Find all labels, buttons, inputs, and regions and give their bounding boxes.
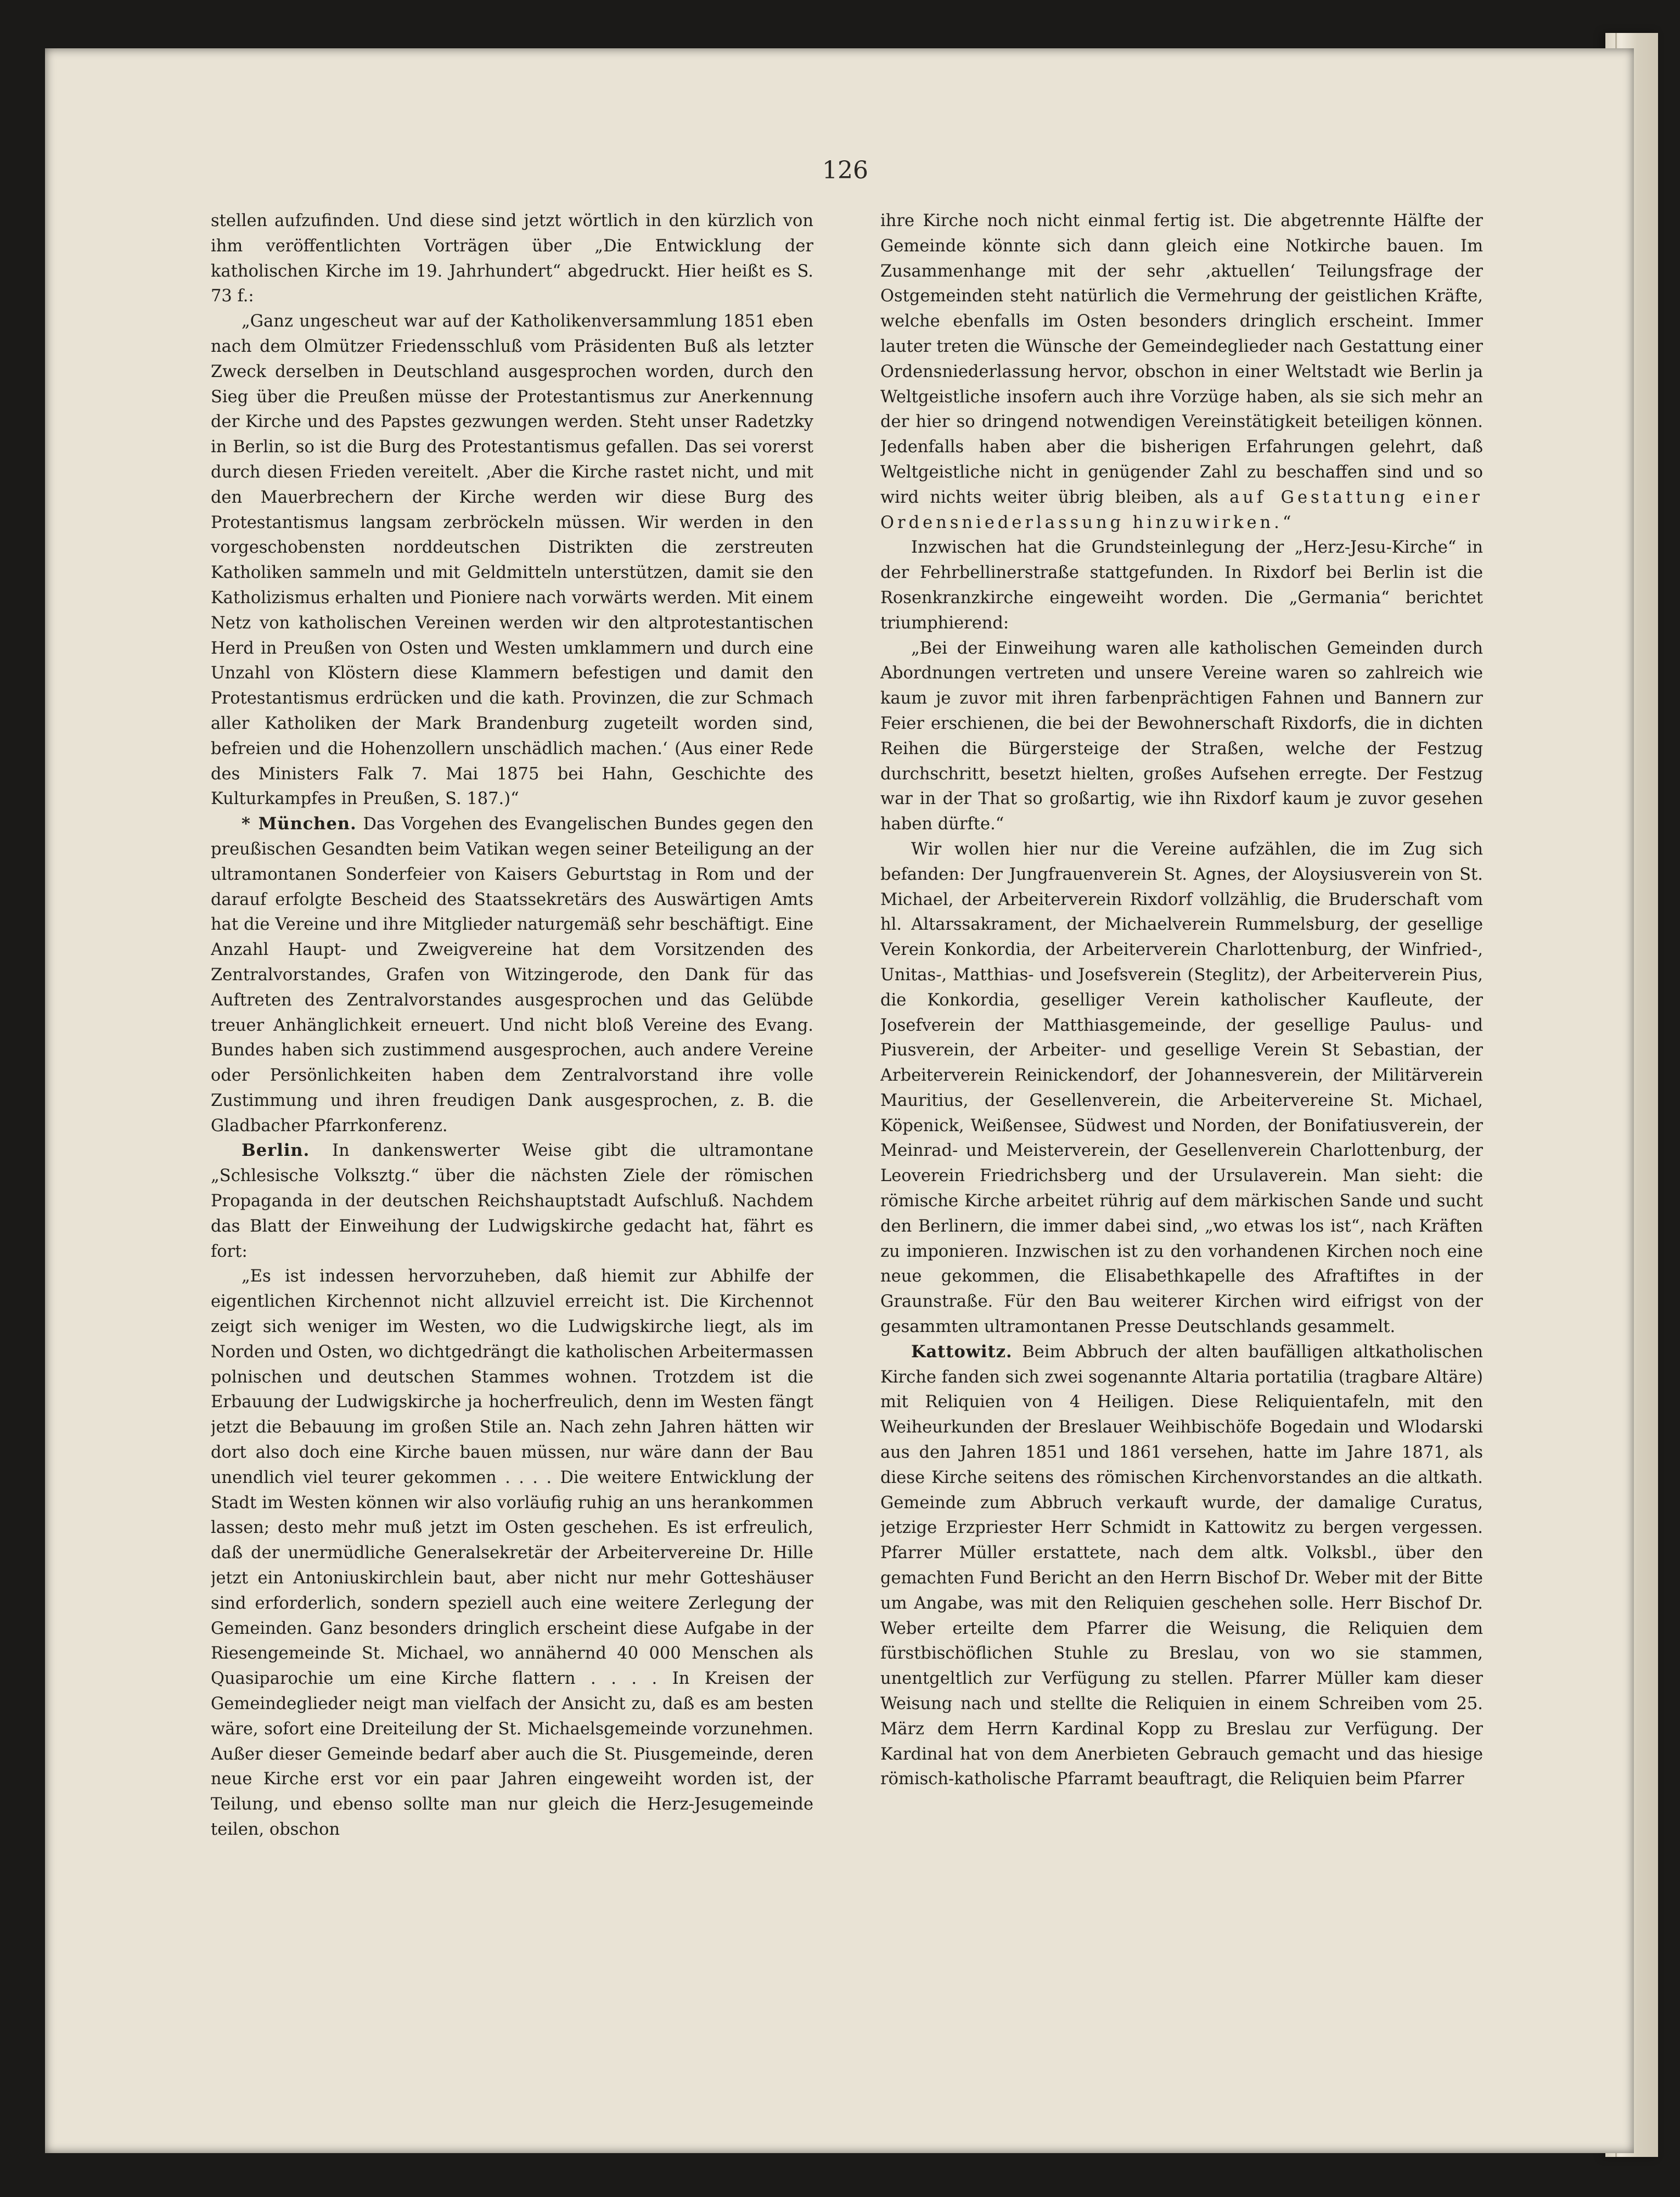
page-number: 126: [822, 156, 868, 184]
paragraph: stellen aufzufinden. Und diese sind jetzt wörtlich in den kürzlich von ihm veröffentlichten Vorträgen über „Die Entwicklung der katholischen Kirche im 19. Jahrhundert“ abgedruckt. Hier heißt es S. 73 f.:: [211, 211, 813, 306]
paragraph-muenchen: * München. Das Vorgehen des Evangelischen Bundes gegen den preußischen Gesandten beim Vatikan wegen seiner Beteiligung an der ultramontanen Sonderfeier von Kaisers Geburtstag in Rom und der darauf erfolgte Bescheid des Staatssekretärs des Auswärtigen Amts hat die Vereine und ihre Mitglieder naturgemäß sehr beschäftigt. Eine Anzahl Haupt- und Zweigvereine hat dem Vorsitzenden des Zentralvorstandes, Grafen von Witzingerode, den Dank für das Auftreten des Zentralvorstandes ausgesprochen und das Gelübde treuer Anhänglichkeit erneuert. Und nicht bloß Vereine des Evang. Bundes haben sich zustimmend ausgesprochen, auch andere Vereine oder Persönlichkeiten haben dem Zentralvorstand ihre volle Zustimmung und ihren freudigen Dank ausgesprochen, z. B. die Gladbacher Pfarrkonferenz.: [211, 814, 813, 1136]
paragraph: „Ganz ungescheut war auf der Katholikenversammlung 1851 eben nach dem Olmützer Friedensschluß vom Präsidenten Buß als letzter Zweck derselben in Deutschland ausgesprochen worden, durch den Sieg über die Preußen müsse der Protestantismus zur Anerkennung der Kirche und des Papstes gezwungen werden. Steht unser Radetzky in Berlin, so ist die Burg des Protestantismus gefallen. Das sei vorerst durch diesen Frieden vereitelt. ‚Aber die Kirche rastet nicht, und mit den Mauerbrechern der Kirche werden wir diese Burg des Protestantismus langsam zerbröckeln müssen. Wir werden in den vorgeschobensten norddeutschen Distrikten die zerstreuten Katholiken sammeln und mit Geldmitteln unterstützen, damit sie den Katholizismus erhalten und Pioniere nach vorwärts werden. Mit einem Netz von katholischen Vereinen werden wir den altprotestantischen Herd in Preußen von Osten und Westen umklammern und durch eine Unzahl von Klöstern diese Klammern befestigen und damit den Protestantismus erdrücken und die kath. Provinzen, die zur Schmach aller Katholiken der Mark Brandenburg zugeteilt worden sind, befreien und die Hohenzollern unschädlich machen.‘ (Aus einer Rede des Ministers Falk 7. Mai 1875 bei Hahn, Geschichte des Kulturkampfes in Preußen, S. 187.)“: [211, 312, 813, 809]
paragraph: Wir wollen hier nur die Vereine aufzählen, die im Zug sich befanden: Der Jungfrauenverein St. Agnes, der Aloysiusverein von St. Michael, der Arbeiterverein Rixdorf vollzählig, die Bruderschaft vom hl. Altarssakrament, der Michaelverein Rummelsburg, der gesellige Verein Konkordia, der Arbeiterverein Charlottenburg, der Winfried-, Unitas-, Matthias- und Josefsverein (Steglitz), der Arbeiterverein Pius, die Konkordia, geselliger Verein katholischer Kaufleute, der Josefverein der Matthiasgemeinde, der gesellige Paulus- und Piusverein, der Arbeiter- und gesellige Verein St Sebastian, der Arbeiterverein Reinickendorf, der Johannesverein, der Militärverein Mauritius, der Gesellenverein, die Arbeitervereine St. Michael, Köpenick, Weißensee, Südwest und Norden, der Bonifatiusverein, der Meinrad- und Meisterverein, der Gesellenverein Charlottenburg, der Leoverein Friedrichsberg und der Ursulaverein. Man sieht: die römische Kirche arbeitet rührig auf dem märkischen Sande und sucht den Berlinern, die immer dabei sind, „wo etwas los ist“, nach Kräften zu imponieren. Inzwischen ist zu den vorhandenen Kirchen noch eine neue gekommen, die Elisabethkapelle des Afraftiftes in der Graunstraße. Für den Bau weiterer Kirchen wird eifrigst von der gesammten ultramontanen Presse Deutschlands gesammelt.: [880, 839, 1483, 1337]
right-column: [880, 209, 1483, 2020]
paragraph: Inzwischen hat die Grundsteinlegung der „Herz-Jesu-Kirche“ in der Fehrbellinerstraße stattgefunden. In Rixdorf bei Berlin ist die Rosenkranzkirche eingeweiht worden. Die „Germania“ berichtet triumphierend:: [880, 538, 1483, 633]
section-heading: * München.: [241, 814, 357, 834]
section-heading: Kattowitz.: [911, 1341, 1013, 1362]
left-column: [211, 209, 813, 2020]
paragraph: „Es ist indessen hervorzuheben, daß hiemit zur Abhilfe der eigentlichen Kirchennot nicht allzuviel erreicht ist. Die Kirchennot zeigt sich weniger im Westen, wo die Ludwigskirche liegt, als im Norden und Osten, wo dichtgedrängt die katholischen Arbeitermassen polnischen und deutschen Stammes wohnen. Trotzdem ist die Erbauung der Ludwigskirche ja hocherfreulich, denn im Westen fängt jetzt die Bebauung im großen Stile an. Nach zehn Jahren hätten wir dort also doch eine Kirche bauen müssen, nur wäre dann der Bau unendlich viel teurer gekommen . . . . Die weitere Entwicklung der Stadt im Westen können wir also vorläufig ruhig an uns herankommen lassen; desto mehr muß jetzt im Osten geschehen. Es ist erfreulich, daß der unermüdliche Generalsekretär der Arbeitervereine Dr. Hille jetzt ein Antoniuskirchlein baut, aber nicht nur mehr Gotteshäuser sind erforderlich, sondern speziell auch eine weitere Zerlegung der Gemeinden. Ganz besonders dringlich erscheint diese Aufgabe in der Riesengemeinde St. Michael, wo annähernd 40 000 Menschen als Quasiparochie um eine Kirche flattern . . . . In Kreisen der Gemeindeglieder neigt man vielfach der Ansicht zu, daß es am besten wäre, sofort eine Dreiteilung der St. Michaelsgemeinde vorzunehmen. Außer dieser Gemeinde bedarf aber auch die St. Piusgemeinde, deren neue Kirche erst vor ein paar Jahren eingeweiht worden ist, der Teilung, und ebenso sollte man nur gleich die Herz-Jesugemeinde teilen, obschon: [211, 1267, 813, 1839]
paragraph-berlin: Berlin. In dankenswerter Weise gibt die ultramontane „Schlesische Volksztg.“ über die nächsten Ziele der römischen Propaganda in der deutschen Reichshauptstadt Aufschluß. Nachdem das Blatt der Einweihung der Ludwigskirche gedacht hat, fährt es fort:: [211, 1140, 813, 1261]
paragraph: „Bei der Einweihung waren alle katholischen Gemeinden durch Abordnungen vertreten und unsere Vereine waren so zahlreich wie kaum je zuvor mit ihren farbenprächtigen Fahnen und Bannern zur Feier erschienen, die bei der Bewohnerschaft Rixdorfs, die in dichten Reihen die Bürgersteige der Straßen, welche der Festzug durchschritt, besetzt hielten, großes Aufsehen erregte. Der Festzug war in der That so großartig, wie ihn Rixdorf kaum je zuvor gesehen haben dürfte.“: [880, 638, 1483, 834]
paragraph-kattowitz: Kattowitz. Beim Abbruch der alten baufälligen altkatholischen Kirche fanden sich zwei sogenannte Altaria portatilia (tragbare Altäre) mit Reliquien von 4 Heiligen. Diese Reliquientafeln, mit den Weiheurkunden der Breslauer Weihbischöfe Bogedain und Wlodarski aus den Jahren 1851 und 1861 versehen, hatte im Jahre 1871, als diese Kirche seitens des römischen Kirchenvorstandes an die altkath. Gemeinde zum Abbruch verkauft wurde, der damalige Curatus, jetzige Erzpriester Herr Schmidt in Kattowitz zu bergen vergessen. Pfarrer Müller erstattete, nach dem altk. Volksbl., über den gemachten Fund Bericht an den Herrn Bischof Dr. Weber mit der Bitte um Angabe, was mit den Reliquien geschehen solle. Herr Bischof Dr. Weber erteilte dem Pfarrer die Weisung, die Reliquien dem fürstbischöflichen Stuhle zu Breslau, von wo sie stammen, unentgeltlich zur Verfügung zu stellen. Pfarrer Müller kam dieser Weisung nach und stellte die Reliquien in einem Schreiben vom 25. März dem Herrn Kardinal Kopp zu Breslau zur Verfügung. Der Kardinal hat von dem Anerbieten Gebrauch gemacht und das hiesige römisch-katholische Pfarramt beauftragt, die Reliquien beim Pfarrer: [880, 1341, 1483, 1789]
paragraph: ihre Kirche noch nicht einmal fertig ist. Die abgetrennte Hälfte der Gemeinde könnte sich dann gleich eine Notkirche bauen. Im Zusammenhange mit der sehr ‚aktuellen‘ Teilungsfrage der Ostgemeinden steht natürlich die Vermehrung der geistlichen Kräfte, welche ebenfalls im Osten besonders dringlich erscheint. Immer lauter treten die Wünsche der Gemeindeglieder nach Gestattung einer Ordensniederlassung hervor, obschon in einer Weltstadt wie Berlin ja Weltgeistliche insofern auch ihre Vorzüge haben, als sie sich mehr an der hier so dringend notwendigen Vereinstätigkeit beteiligen können. Jedenfalls haben aber die bisherigen Erfahrungen gelehrt, daß Weltgeistliche nicht in genügender Zahl zu beschaffen sind und so wird nichts weiter übrig bleiben, als auf Gestattung einer Ordensniederlassung hinzuwirken.“: [880, 211, 1483, 532]
section-heading: Berlin.: [241, 1140, 310, 1161]
